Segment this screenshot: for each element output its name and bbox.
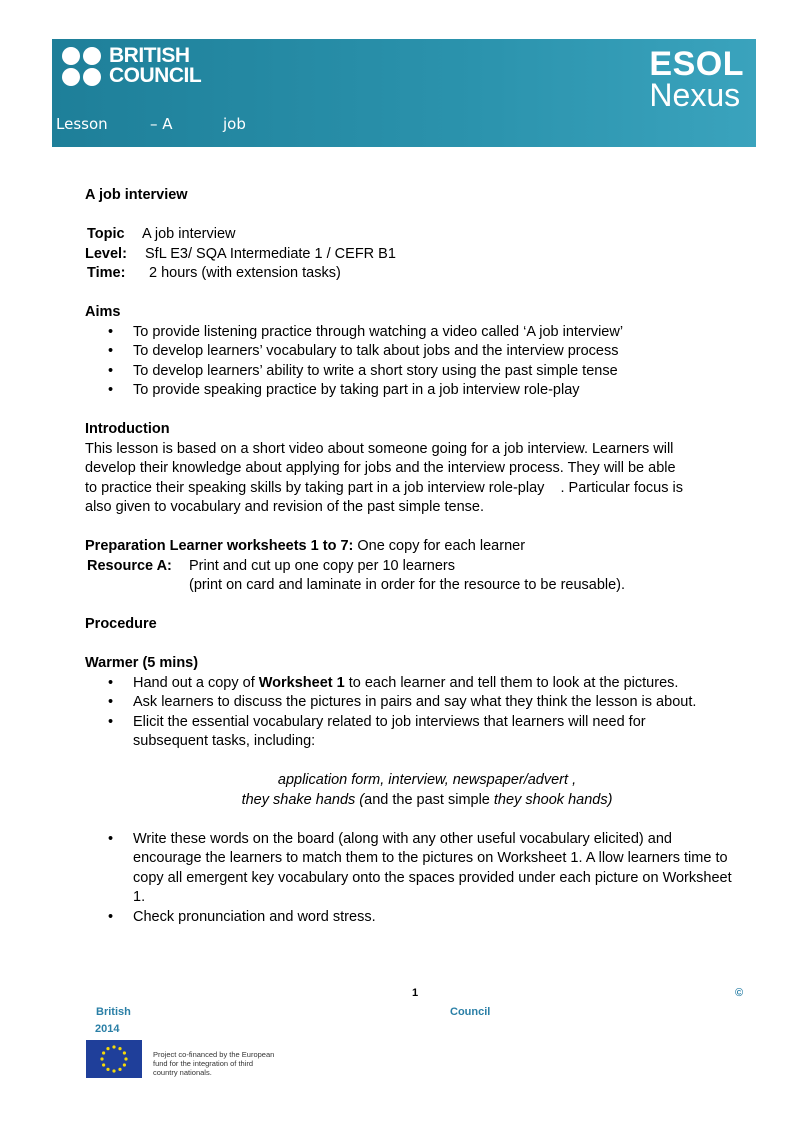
level-row [85, 245, 745, 265]
nexus-text: Nexus [649, 77, 741, 113]
intro-paragraph [85, 440, 745, 518]
title-word: job [223, 115, 246, 133]
esol-text: ESOL [649, 45, 744, 83]
preparation-label: Preparation Learner worksheets 1 to 7: [85, 538, 354, 554]
topic-label: Topic [87, 226, 125, 242]
esol-nexus-logo [649, 45, 744, 113]
brand-line-1: BRITISH [109, 44, 190, 67]
topic-value: A job interview [142, 226, 236, 242]
lesson-title [56, 115, 246, 133]
vocab-text: they shook hands) [493, 791, 613, 808]
title-word: Lesson [56, 115, 108, 133]
header-banner [52, 39, 756, 147]
page-number: 1 [412, 987, 419, 999]
eu-text-line: Project co-financed by the European [153, 1050, 275, 1059]
topic-row [85, 225, 745, 245]
resource-row [85, 557, 745, 577]
vocab-text: they shake hands ( [241, 791, 365, 808]
procedure-heading: Procedure [85, 616, 157, 632]
eu-text-line: country nationals. [153, 1068, 212, 1077]
logo-dots-icon [62, 47, 101, 86]
level-label: Level: [85, 245, 127, 262]
list-item: • Write these words on the board (along with any other useful vocabulary elicited) and encourage the learners to match them to the pictures on Worksheet 1. A llow learners time to copy all emergent key vocabulary onto the spaces provided under each picture on Worksheet 1. [85, 830, 745, 908]
list-item [85, 674, 745, 694]
warmer-text: to each learner and tell them to look at the pictures. [344, 674, 679, 691]
time-label: Time: [87, 265, 126, 281]
eu-flag-icon [86, 1040, 142, 1078]
intro-heading: Introduction [85, 421, 170, 437]
eu-funding-text [153, 1050, 274, 1077]
brand-line-2: COUNCIL [109, 64, 202, 87]
resource-note: (print on card and laminate in order for the resource to be reusable). [189, 577, 626, 593]
footer-british: British [96, 1006, 131, 1018]
footer-council: Council [450, 1006, 491, 1018]
intro-line: develop their knowledge about applying for jobs and the interview process. They will be able [85, 460, 676, 476]
list-item: • Check pronunciation and word stress. [85, 908, 745, 928]
list-item: • To develop learners’ vocabulary to talk about jobs and the interview process [85, 342, 745, 362]
warmer-heading: Warmer (5 mins) [85, 655, 199, 671]
level-value: SfL E3/ SQA Intermediate 1 / CEFR B1 [145, 245, 396, 262]
intro-line: also given to vocabulary and revision of the past simple tense. [85, 499, 484, 515]
resource-label: Resource A: [87, 557, 172, 574]
preparation-row [85, 537, 745, 557]
later-list [85, 830, 745, 928]
intro-line: to practice their speaking skills by taking part in a job interview role-play . Particular focus is [85, 479, 683, 496]
document-body [85, 186, 745, 927]
time-row [85, 264, 745, 284]
eu-text-line: fund for the integration of third [153, 1059, 254, 1068]
vocab-text: and the past simple [364, 791, 494, 808]
time-value: 2 hours (with extension tasks) [149, 265, 341, 281]
aims-heading: Aims [85, 304, 121, 320]
warmer-list [85, 674, 745, 752]
list-item: • To provide speaking practice by taking part in a job interview role-play [85, 381, 745, 401]
copyright-symbol: © [735, 987, 744, 999]
list-item: • Ask learners to discuss the pictures in pairs and say what they think the lesson is about. [85, 693, 745, 713]
list-item: • To develop learners’ ability to write a short story using the past simple tense [85, 362, 745, 382]
title-word: – A [150, 115, 173, 133]
warmer-text: Hand out a copy of [133, 674, 259, 691]
resource-value: Print and cut up one copy per 10 learners [189, 557, 455, 574]
intro-line: This lesson is based on a short video about someone going for a job interview. Learners will [85, 440, 674, 457]
vocab-line-1: application form, interview, newspaper/advert , [277, 772, 577, 788]
doc-title: A job interview [85, 187, 188, 203]
worksheet-ref: Worksheet 1 [258, 674, 345, 691]
footer-year: 2014 [95, 1023, 120, 1035]
british-council-logo [62, 46, 201, 86]
list-item: • To provide listening practice through watching a video called ‘A job interview’ [85, 323, 745, 343]
preparation-value: One copy for each learner [357, 538, 526, 554]
list-item: • Elicit the essential vocabulary related to job interviews that learners will need for subsequent tasks, including: [85, 713, 745, 752]
vocab-line-2 [85, 791, 745, 811]
aims-list [85, 323, 745, 401]
